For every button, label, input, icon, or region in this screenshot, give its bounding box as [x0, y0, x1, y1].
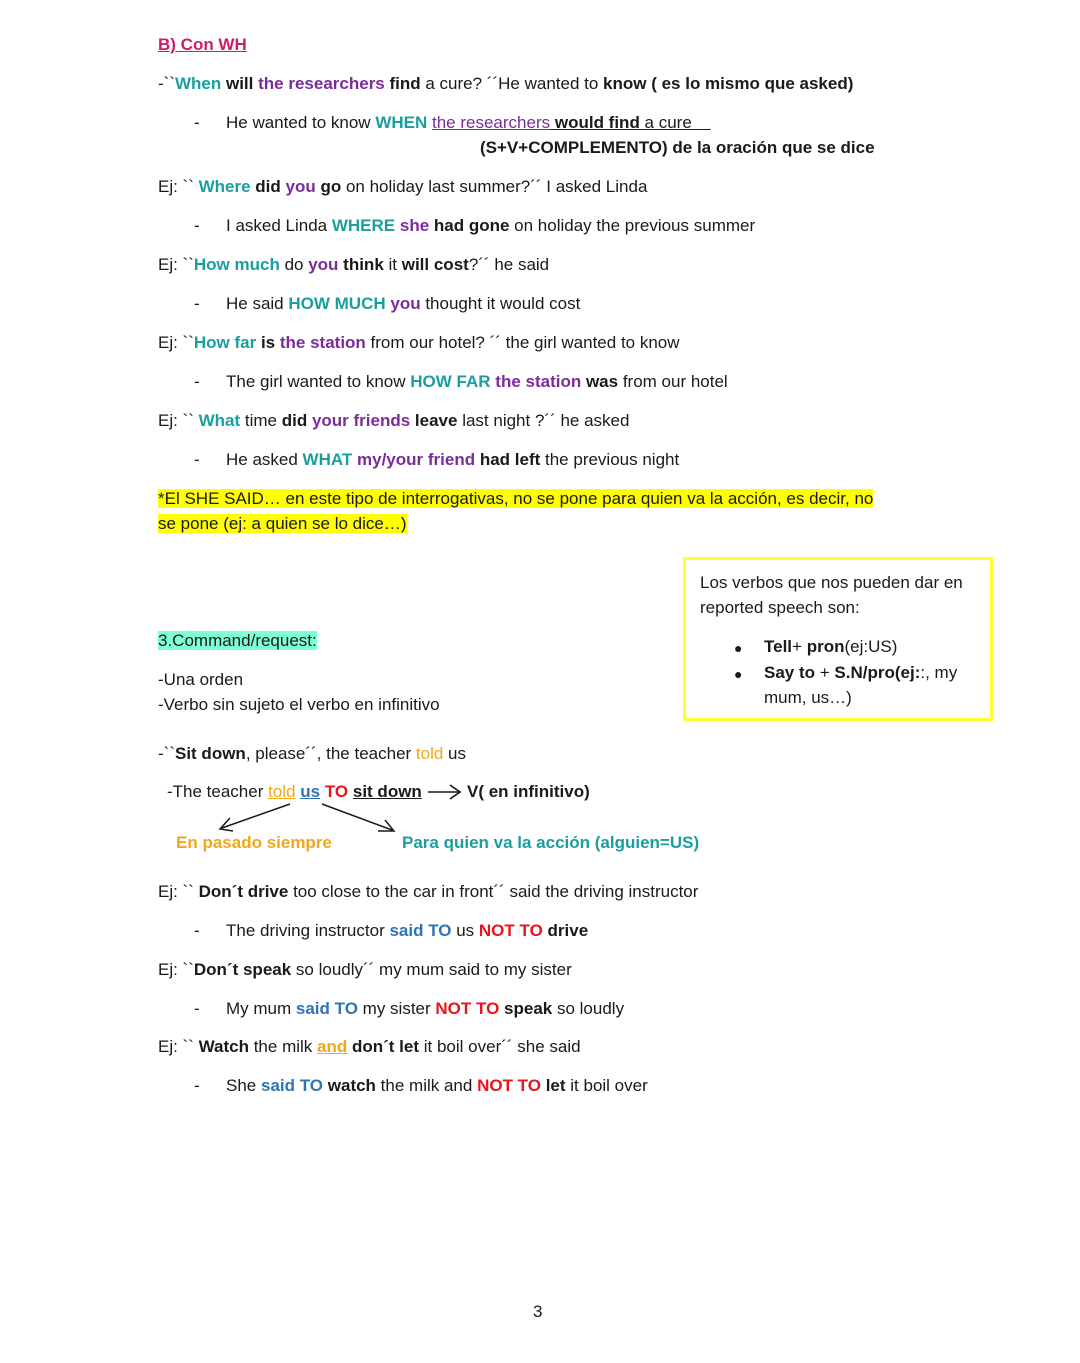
example-watch-milk-reported: She said TO watch the milk and NOT TO let it boil over: [226, 1076, 648, 1095]
note-line-2: se pone (ej: a quien se lo dice…): [158, 514, 407, 533]
page-number: 3: [533, 1302, 543, 1321]
command-definition-2: -Verbo sin sujeto el verbo en infinitivo: [158, 695, 440, 714]
list-dash: -: [194, 1076, 200, 1095]
example-how-far-reported: The girl wanted to know HOW FAR the station was from our hotel: [226, 372, 728, 391]
box-line-1: Los verbos que nos pueden dar en: [700, 573, 963, 592]
example-how-far: Ej: ``How far is the station from our hotel? ´´ the girl wanted to know: [158, 333, 680, 352]
list-dash: -: [194, 999, 200, 1018]
example-dont-speak: Ej: ``Don´t speak so loudly´´ my mum said to my sister: [158, 960, 572, 979]
list-dash: -: [194, 450, 200, 469]
list-dash: -: [194, 372, 200, 391]
bullet-icon: ●: [734, 640, 743, 656]
list-dash: -: [194, 294, 200, 313]
intro-reported: He wanted to know WHEN the researchers would find a cure: [226, 113, 711, 132]
section-heading: B) Con WH: [158, 35, 247, 54]
arrow-right-icon: [428, 782, 464, 802]
list-dash: -: [194, 216, 200, 235]
example-where: Ej: `` Where did you go on holiday last summer?´´ I asked Linda: [158, 177, 648, 196]
command-definition-1: -Una orden: [158, 670, 244, 689]
example-dont-drive-reported: The driving instructor said TO us NOT TO drive: [226, 921, 589, 940]
action-target-label: Para quien va la acción (alguien=US): [402, 833, 700, 852]
infinitive-label: V( en infinitivo): [467, 782, 590, 801]
example-watch-milk: Ej: `` Watch the milk and don´t let it boil over´´ she said: [158, 1037, 581, 1056]
example-dont-speak-reported: My mum said TO my sister NOT TO speak so loudly: [226, 999, 625, 1018]
example-where-reported: I asked Linda WHERE she had gone on holiday the previous summer: [226, 216, 756, 235]
bullet-icon: ●: [734, 666, 743, 682]
past-always-label: En pasado siempre: [176, 833, 332, 852]
example-what-reported: He asked WHAT my/your friend had left the previous night: [226, 450, 680, 469]
list-dash: -: [194, 113, 200, 132]
box-item-say: Say to + S.N/pro(ej::, my: [764, 663, 958, 682]
structure-note: (S+V+COMPLEMENTO) de la oración que se dice: [480, 138, 875, 157]
section-3-title: 3.Command/request:: [158, 631, 317, 650]
command-reported: -The teacher told us TO sit down: [167, 782, 422, 801]
example-what: Ej: `` What time did your friends leave last night ?´´ he asked: [158, 411, 630, 430]
list-dash: -: [194, 921, 200, 940]
box-item-tell: Tell+ pron(ej:US): [764, 637, 898, 656]
example-dont-drive: Ej: `` Don´t drive too close to the car in front´´ said the driving instructor: [158, 882, 699, 901]
example-how-much-reported: He said HOW MUCH you thought it would cost: [226, 294, 581, 313]
example-how-much: Ej: ``How much do you think it will cost?´´ he said: [158, 255, 550, 274]
box-item-say-cont: mum, us…): [764, 688, 852, 707]
box-line-2: reported speech son:: [700, 598, 860, 617]
diverging-arrows-icon: [212, 800, 402, 836]
reporting-verbs-box: [683, 557, 993, 721]
intro-question: -``When will the researchers find a cure? ´´He wanted to know ( es lo mismo que asked): [158, 74, 854, 93]
command-example: -``Sit down, please´´, the teacher told us: [158, 744, 467, 763]
note-line-1: *El SHE SAID… en este tipo de interrogativas, no se pone para quien va la acción, es decir, no: [158, 489, 874, 508]
